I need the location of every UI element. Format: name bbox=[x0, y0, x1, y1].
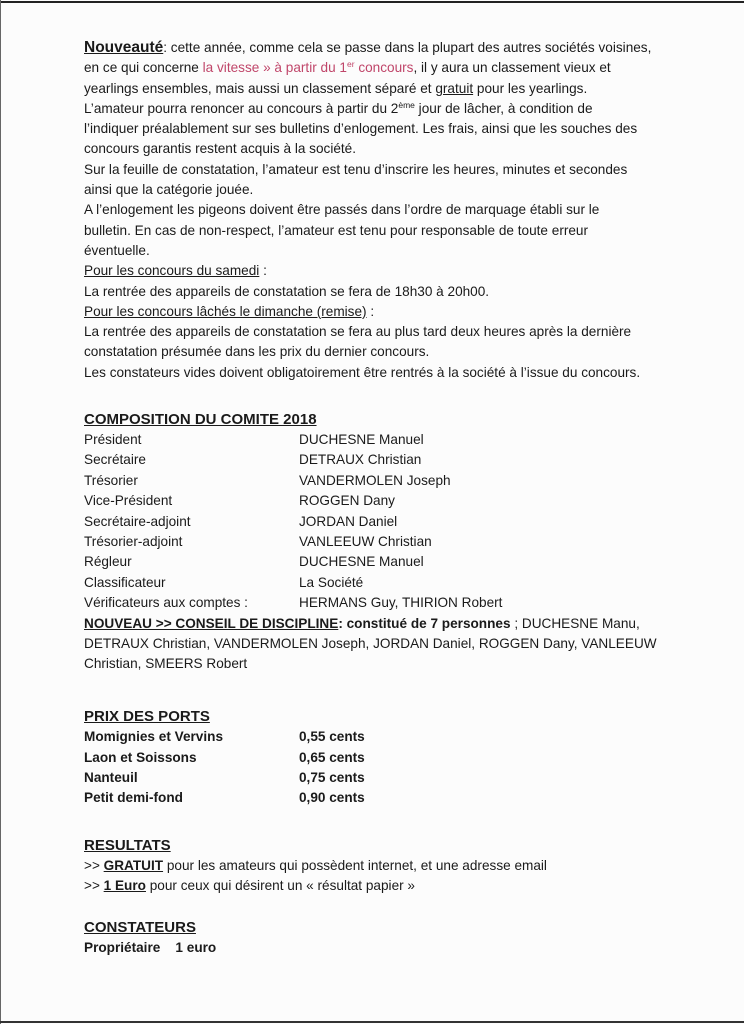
committee-member: La Société bbox=[299, 574, 364, 590]
prix-destination: Momignies et Vervins bbox=[84, 729, 224, 745]
superscript: ème bbox=[398, 99, 415, 110]
committee-heading: COMPOSITION DU COMITE 2018 bbox=[84, 411, 317, 429]
highlight-part: la vitesse » à partir du 1 bbox=[202, 60, 347, 76]
committee-member: DETRAUX Christian bbox=[299, 452, 422, 468]
resultats-heading: RESULTATS bbox=[84, 836, 171, 854]
page-bottom-border bbox=[0, 1021, 744, 1023]
prix-row bbox=[84, 788, 684, 808]
samedi-text: La rentrée des appareils de constatation se fera de 18h30 à 20h00. bbox=[84, 283, 490, 299]
constateurs-heading: CONSTATEURS bbox=[84, 919, 196, 937]
resultats-key: 1 Euro bbox=[103, 877, 146, 893]
committee-role: Président bbox=[84, 432, 142, 448]
committee-row bbox=[84, 430, 684, 450]
dimanche-text: constatation présumée dans les prix du dernier concours. bbox=[84, 344, 430, 360]
resultats-text: pour les amateurs qui possèdent internet, et une adresse email bbox=[163, 857, 547, 873]
constateurs-label: Propriétaire bbox=[84, 940, 161, 956]
prix-destination: Petit demi-fond bbox=[84, 790, 183, 806]
colon: : bbox=[366, 303, 375, 319]
committee-role: Secrétaire-adjoint bbox=[84, 513, 191, 529]
committee-member: DUCHESNE Manuel bbox=[299, 554, 424, 570]
prix-price: 0,55 cents bbox=[299, 729, 365, 745]
constateurs-section bbox=[84, 918, 684, 958]
resultats-key: GRATUIT bbox=[103, 857, 164, 873]
committee-row bbox=[84, 532, 684, 552]
committee-role: Trésorier bbox=[84, 472, 138, 488]
spacer bbox=[84, 809, 684, 836]
prix-heading: PRIX DES PORTS bbox=[84, 708, 210, 726]
committee-row bbox=[84, 491, 684, 511]
committee-row bbox=[84, 552, 684, 572]
nouveaute-line bbox=[84, 99, 684, 119]
prix-row bbox=[84, 748, 684, 768]
dimanche-heading-line bbox=[84, 302, 684, 322]
discipline-bold: : constitué de 7 personnes bbox=[338, 615, 511, 631]
nouveaute-text: , il y aura un classement vieux et bbox=[413, 60, 611, 76]
highlight-part: concours bbox=[354, 60, 414, 76]
page-left-border bbox=[0, 0, 1, 1024]
nouveaute-line: l’indiquer préalablement sur ses bulletins d’enlogement. Les frais, ainsi que les souches des bbox=[84, 121, 638, 137]
nouveaute-line bbox=[84, 38, 684, 58]
discipline-text: ; DUCHESNE Manu, bbox=[510, 615, 640, 631]
spacer bbox=[84, 674, 684, 707]
gratuit-underlined: gratuit bbox=[435, 80, 474, 96]
committee-role: Classificateur bbox=[84, 574, 166, 590]
committee-member: ROGGEN Dany bbox=[299, 493, 395, 509]
arrow-prefix: >> bbox=[84, 857, 104, 873]
dimanche-text: Les constateurs vides doivent obligatoirement être rentrés à la société à l’issue du concours. bbox=[84, 364, 641, 380]
prix-row bbox=[84, 768, 684, 788]
committee-section bbox=[84, 410, 684, 674]
nouveaute-text: pour les yearlings. bbox=[473, 80, 588, 96]
prix-row bbox=[84, 727, 684, 747]
nouveaute-heading: Nouveauté bbox=[84, 39, 164, 56]
committee-role: Vérificateurs aux comptes : bbox=[84, 595, 248, 611]
prix-section bbox=[84, 707, 684, 808]
committee-list bbox=[84, 430, 684, 614]
nouveaute-text: en ce qui concerne bbox=[84, 60, 203, 76]
resultats-section bbox=[84, 836, 684, 897]
dimanche-text: La rentrée des appareils de constatation se fera au plus tard deux heures après la dernière bbox=[84, 324, 632, 340]
spacer bbox=[84, 383, 684, 410]
nouveaute-line bbox=[84, 58, 684, 78]
prix-price: 0,75 cents bbox=[299, 770, 365, 786]
prix-destination: Laon et Soissons bbox=[84, 749, 197, 765]
nouveaute-line: concours garantis restent acquis à la société. bbox=[84, 141, 357, 157]
nouveaute-line: bulletin. En cas de non-respect, l’amateur est tenu pour responsable de toute erreur bbox=[84, 222, 589, 238]
nouveaute-text: L’amateur pourra renoncer au concours à partir du 2 bbox=[84, 100, 399, 116]
prix-price: 0,90 cents bbox=[299, 790, 365, 806]
nouveaute-line: éventuelle. bbox=[84, 242, 150, 258]
page-top-border bbox=[0, 1, 744, 3]
committee-row bbox=[84, 593, 684, 613]
nouveaute-text: : cette année, comme cela se passe dans la plupart des autres sociétés voisines, bbox=[163, 40, 652, 55]
nouveaute-section bbox=[84, 38, 684, 383]
nouveaute-line bbox=[84, 79, 684, 99]
committee-member: VANDERMOLEN Joseph bbox=[299, 472, 451, 488]
superscript: er bbox=[346, 59, 355, 70]
discipline-line bbox=[84, 614, 684, 634]
committee-role: Régleur bbox=[84, 554, 132, 570]
committee-member: DUCHESNE Manuel bbox=[299, 432, 424, 448]
committee-row bbox=[84, 471, 684, 491]
committee-row bbox=[84, 573, 684, 593]
prix-destination: Nanteuil bbox=[84, 770, 138, 786]
constateurs-line bbox=[84, 938, 684, 958]
committee-member: JORDAN Daniel bbox=[299, 513, 398, 529]
resultats-line bbox=[84, 876, 684, 896]
nouveaute-text: jour de lâcher, à condition de bbox=[414, 100, 593, 116]
committee-role: Secrétaire bbox=[84, 452, 146, 468]
spacer bbox=[84, 896, 684, 918]
resultats-text: pour ceux qui désirent un « résultat papier » bbox=[145, 877, 415, 893]
committee-row bbox=[84, 450, 684, 470]
document-page bbox=[84, 38, 684, 959]
committee-member: HERMANS Guy, THIRION Robert bbox=[299, 595, 503, 611]
discipline-line: DETRAUX Christian, VANDERMOLEN Joseph, JORDAN Daniel, ROGGEN Dany, VANLEEUW bbox=[84, 635, 657, 651]
samedi-heading: Pour les concours du samedi bbox=[84, 263, 260, 279]
samedi-heading-line bbox=[84, 261, 684, 281]
committee-role: Trésorier-adjoint bbox=[84, 534, 183, 549]
nouveaute-line: ainsi que la catégorie jouée. bbox=[84, 182, 254, 198]
resultats-line bbox=[84, 856, 684, 876]
nouveaute-line: Sur la feuille de constatation, l’amateur est tenu d’inscrire les heures, minutes et secondes bbox=[84, 161, 628, 177]
colon: : bbox=[259, 263, 267, 279]
arrow-prefix: >> bbox=[84, 877, 104, 893]
dimanche-heading: Pour les concours lâchés le dimanche (remise) bbox=[84, 303, 367, 319]
committee-member: VANLEEUW Christian bbox=[299, 534, 432, 549]
committee-row bbox=[84, 512, 684, 532]
discipline-label: NOUVEAU >> CONSEIL DE DISCIPLINE bbox=[84, 615, 339, 631]
committee-role: Vice-Président bbox=[84, 493, 173, 509]
nouveaute-text: yearlings ensembles, mais aussi un classement séparé et bbox=[84, 80, 436, 96]
discipline-line: Christian, SMEERS Robert bbox=[84, 656, 248, 672]
constateurs-price: 1 euro bbox=[175, 940, 217, 956]
highlight-text bbox=[203, 60, 414, 75]
prix-price: 0,65 cents bbox=[299, 749, 365, 765]
nouveaute-line: A l’enlogement les pigeons doivent être passés dans l’ordre de marquage établi sur le bbox=[84, 202, 600, 218]
